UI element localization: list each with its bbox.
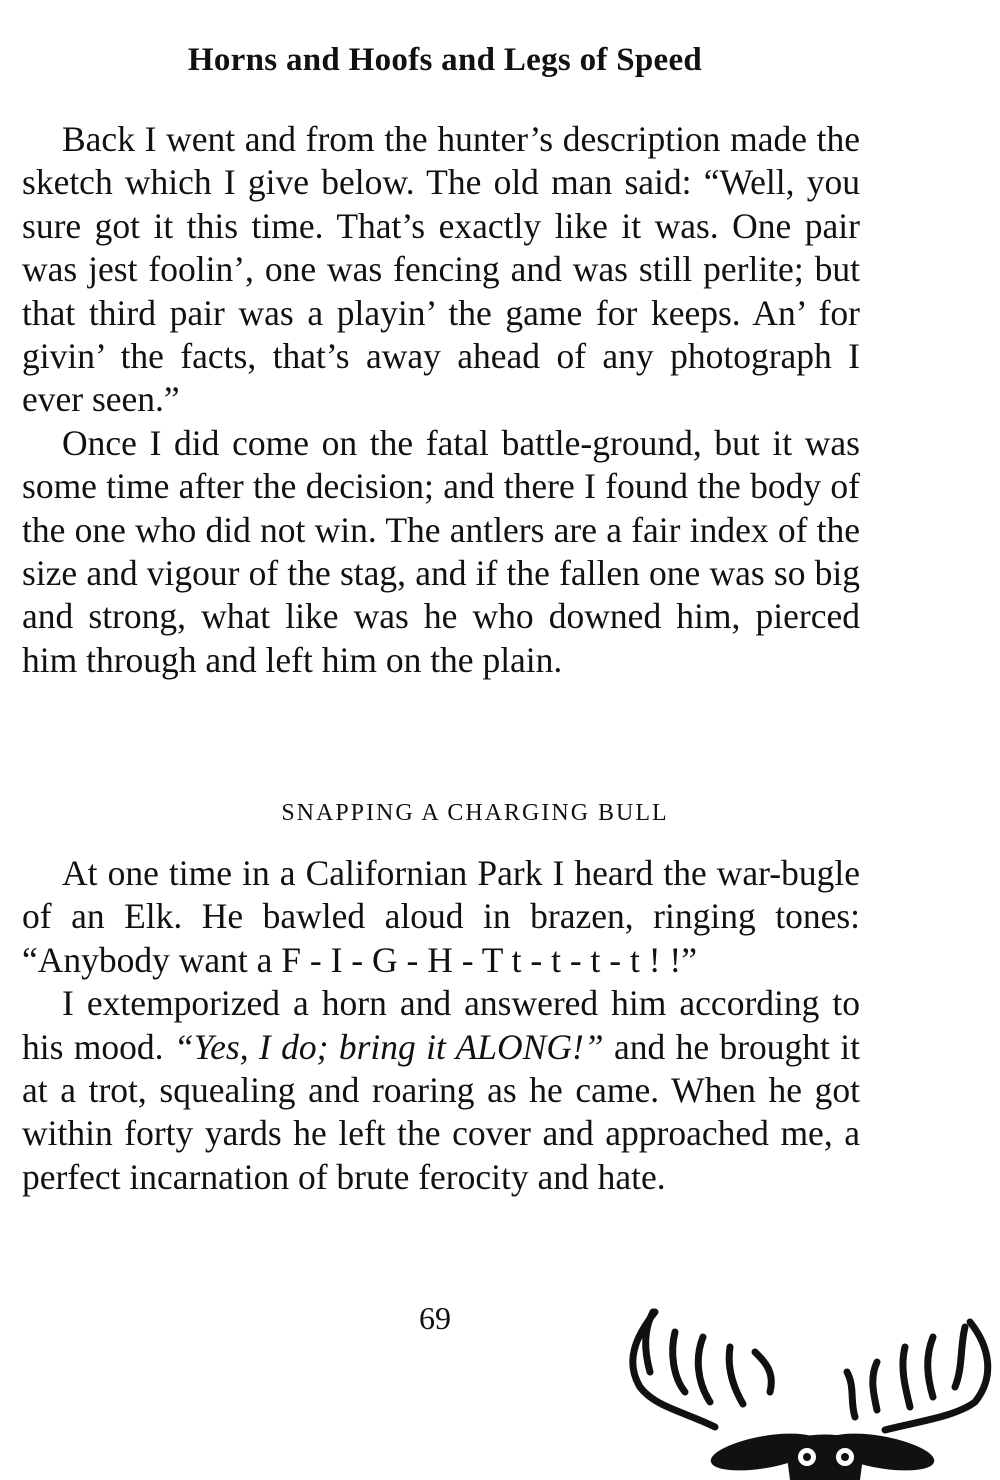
section-heading: SNAPPING A CHARGING BULL	[281, 800, 669, 826]
paragraph: Back I went and from the hunter’s description made the sketch which I give below. The old man said: “Well, you sure got it this time. That’s exactly like it was. One pair was jest foolin’, one was fencing and was still perlite; but that third pair was a playin’ the game for keeps. An’ for givin’ the facts, that’s away ahead of any photograph I ever seen.”	[22, 119, 860, 420]
page-number: 69	[419, 1300, 451, 1336]
paragraph-with-quote	[22, 982, 860, 1199]
section-body-text	[22, 852, 860, 1199]
italic-quote: “Yes, I do; bring it ALONG!”	[173, 1026, 604, 1067]
paragraph: At one time in a Californian Park I heard the war-bugle of an Elk. He bawled aloud in brazen, ringing tones: “Anybody want a F - I - G - H - T t - t - t - t ! !”	[22, 853, 860, 980]
elk-antlers-sketch	[615, 1292, 1000, 1480]
paragraph-text: I extemporized a horn and answered him according to his mood.	[22, 983, 860, 1067]
body-text	[22, 118, 860, 682]
paragraph-text: and he brought it at a trot, squealing and roaring as he came. When he got within forty yards he left the cover and approached me, a perfect incarnation of brute ferocity and hate.	[22, 1026, 860, 1197]
elk-head	[708, 1427, 937, 1480]
running-head: Horns and Hoofs and Legs of Speed	[187, 42, 703, 78]
paragraph: Once I did come on the fatal battle-ground, but it was some time after the decision; and there I found the body of the one who did not win. The antlers are a fair index of the size and vigour of the stag, and if the fallen one was so big and strong, what like was he who downed him, pierced him through and left him on the plain.	[22, 422, 860, 680]
